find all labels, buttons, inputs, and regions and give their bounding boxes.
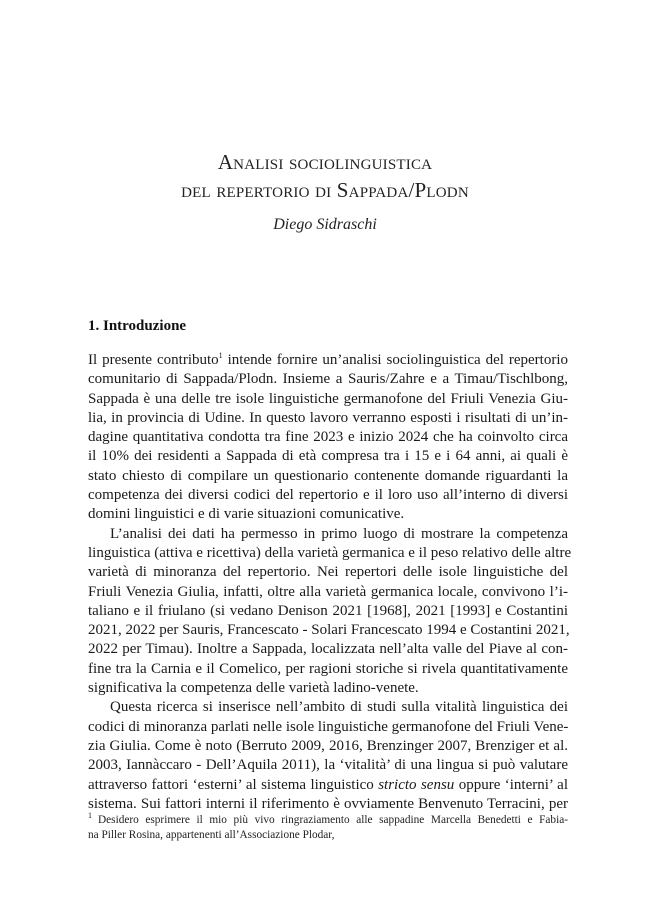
text-line: linguistica (attiva e ricettiva) della varietà germanica e il peso relativo delle altre	[88, 544, 572, 561]
italic-phrase: stricto sensu	[378, 776, 455, 793]
text-span: Il presente contributo	[88, 352, 219, 368]
text-line: stato chiesto di compilare un questionario contenente domande riguardanti la	[88, 467, 568, 484]
text-line: lia, in provincia di Udine. In questo lavoro verranno esposti i risultati di un’in-	[88, 409, 568, 426]
text-span: oppure ‘interni’ al	[454, 776, 569, 793]
text-line: il 10% dei residenti a Sappada di età compresa tra i 15 e i 64 anni, ai quali è	[88, 448, 568, 465]
text-line: sistema. Sui fattori interni il riferimento è ovviamente Benvenuto Terracini, per	[88, 795, 568, 812]
author-name: Diego Sidraschi	[273, 216, 377, 233]
text-line: comunitario di Sappada/Plodn. Insieme a Sauris/Zahre e a Timau/Tischlbong,	[88, 371, 568, 388]
text-line: L’analisi dei dati ha permesso in primo luogo di mostrare la competenza	[110, 525, 568, 542]
footnote	[88, 808, 568, 844]
article-title-line-1: Analisi sociolinguistica	[217, 150, 433, 174]
text-line	[88, 776, 568, 795]
text-line: 2021, 2022 per Sauris, Francescato - Solari Francescato 1994 e Costantini 2021,	[88, 622, 570, 639]
text-line: varietà di minoranza del repertorio. Nei repertori delle isole linguistiche del	[88, 564, 568, 581]
paragraph-1	[88, 351, 568, 525]
article-title-line-2: del repertorio di Sappada/Plodn	[181, 178, 469, 202]
text-line: 2003, Iannàccaro - Dell’Aquila 2011), la ‘vitalità’ di una lingua si può valutare	[88, 757, 568, 774]
text-line: Friuli Venezia Giulia, infatti, oltre alla varietà germanica locale, convivono l’i-	[88, 583, 568, 600]
text-line: fine tra la Carnia e il Comelico, per ragioni storiche si rivela quantitativamente	[88, 660, 568, 677]
text-span: Desidero esprimere il mio più vivo ringraziamento alle sappadine Marcella Benedetti e Fabia-	[98, 813, 568, 826]
text-line: dagine quantitativa condotta tra fine 2023 e inizio 2024 che ha coinvolto circa	[88, 429, 568, 446]
text-line: zia Giulia. Come è noto (Berruto 2009, 2016, Brenzinger 2007, Brenziger et al.	[88, 737, 568, 754]
footnote-mark: 1	[88, 811, 92, 820]
text-line: 2022 per Timau). Inoltre a Sappada, localizzata nell’alta valle del Piave al con-	[88, 641, 568, 658]
footnote-line	[88, 808, 568, 828]
footnote-reference[interactable]: 1	[218, 351, 223, 360]
text-line: Questa ricerca si inserisce nell’ambito di studi sulla vitalità linguistica dei	[110, 699, 568, 716]
section-heading: 1. Introduzione	[88, 318, 187, 334]
paragraph-3	[88, 698, 568, 814]
article-title-block	[0, 148, 650, 234]
body-text	[88, 351, 572, 814]
paragraph-2	[88, 525, 572, 699]
footnote-line: na Piller Rosina, appartenenti all’Associazione Plodar,	[88, 829, 335, 842]
text-line: competenza dei diversi codici del repertorio e il loro uso all’interno di diversi	[88, 487, 568, 504]
text-line: domini linguistici e di varie situazioni comunicative.	[88, 506, 405, 523]
text-line: codici di minoranza parlati nelle isole linguistiche germanofone del Friuli Vene-	[88, 718, 569, 735]
text-line: significativa la competenza delle varietà ladino-venete.	[88, 680, 419, 697]
text-line: Sappada è una delle tre isole linguistiche germanofone del Friuli Venezia Giu-	[88, 390, 568, 407]
text-span: attraverso fattori ‘esterni’ al sistema linguistico	[88, 776, 374, 793]
text-line	[88, 351, 568, 370]
text-span: intende fornire un’analisi sociolinguistica del repertorio	[222, 352, 568, 368]
text-line: taliano e il friulano (si vedano Denison 2021 [1968], 2021 [1993] e Costantini	[88, 602, 568, 619]
